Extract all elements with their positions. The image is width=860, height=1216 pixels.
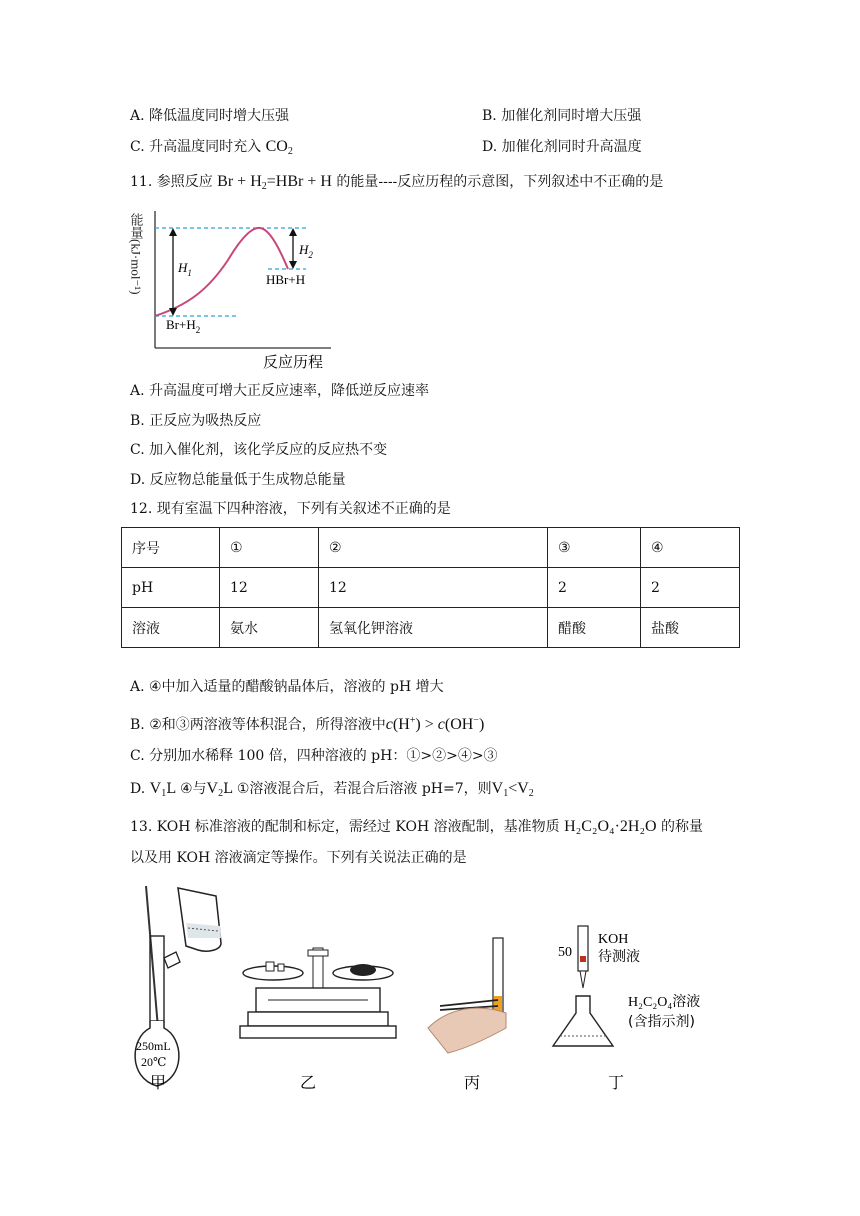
q12-option-c: C. 分别加水稀释 100 倍，四种溶液的 pH：①>②>④>③	[130, 748, 498, 764]
label-yi: 乙	[300, 1073, 317, 1092]
q13-stem-line1: 13. KOH 标准溶液的配制和标定，需经过 KOH 溶液配制，基准物质 H₂C₂O₄·2H₂O 的称量	[130, 818, 704, 835]
q11-option-b: B. 正反应为吸热反应	[130, 413, 262, 429]
table-cell: 12	[220, 568, 319, 608]
svg-text:KOH: KOH	[598, 932, 629, 947]
hand-test-tube	[428, 938, 506, 1053]
table-cell: 盐酸	[641, 608, 740, 648]
q10-option-c: C. 升高温度同时充入 $CO_2$	[130, 138, 293, 157]
q10-option-a: A. 降低温度同时增大压强	[130, 108, 290, 124]
reaction-path-label: 反应历程	[263, 353, 324, 371]
solutions-table	[121, 527, 740, 648]
label-ding: 丁	[608, 1073, 625, 1092]
svg-text:H₂C₂O₄溶液: H₂C₂O₄溶液	[628, 995, 701, 1010]
reactants-label: $Br+H_2$	[166, 317, 201, 335]
q10-option-b: B. 加催化剂同时增大压强	[482, 108, 642, 124]
svg-text:50: 50	[558, 945, 572, 960]
svg-text:(含指示剂): (含指示剂)	[628, 1014, 695, 1030]
table-row	[122, 608, 740, 648]
h2-label: $H_2$	[299, 242, 313, 260]
table-cell: 氨水	[220, 608, 319, 648]
energy-diagram	[128, 205, 338, 375]
q13-stem-line2: 以及用 KOH 溶液滴定等操作。下列有关说法正确的是	[130, 850, 467, 866]
q11-equation: $Br + H_2=HBr + H$	[217, 173, 332, 192]
table-cell: 12	[319, 568, 548, 608]
svg-text:待测液: 待测液	[598, 949, 640, 965]
table-cell: 2	[641, 568, 740, 608]
table-row	[122, 568, 740, 608]
table-cell: 序号	[122, 528, 220, 568]
table-cell: ④	[641, 528, 740, 568]
svg-text:20℃: 20℃	[141, 1055, 167, 1069]
table-cell: pH	[122, 568, 220, 608]
burette-titration	[553, 926, 700, 1046]
apparatus-figure	[128, 878, 748, 1098]
q11-option-c: C. 加入催化剂，该化学反应的反应热不变	[130, 442, 388, 458]
q11-stem: 11. 参照反应 $Br + H_2=HBr + H$ 的能量----反应历程的示意图，下列叙述中不正确的是	[130, 173, 664, 192]
table-cell: 2	[548, 568, 641, 608]
q11-option-a: A. 升高温度可增大正反应速率，降低逆反应速率	[130, 383, 430, 399]
label-jia: 甲	[150, 1073, 167, 1092]
table-cell: 溶液	[122, 608, 220, 648]
table-cell: 醋酸	[548, 608, 641, 648]
q12-option-a: A. ④中加入适量的醋酸钠晶体后，溶液的 pH 增大	[130, 679, 444, 695]
q12-stem: 12. 现有室温下四种溶液，下列有关叙述不正确的是	[130, 501, 451, 517]
energy-axis-label: 能量(kJ·mol⁻¹)	[128, 213, 144, 295]
table-cell: 氢氧化钾溶液	[319, 608, 548, 648]
q12-option-d: D. $V_1L$ ④与$V_2L$ ①溶液混合后，若混合后溶液 pH=7，则$V_1<V_2$	[130, 780, 534, 799]
co2-formula: $CO_2$	[265, 138, 293, 157]
table-cell: ①	[220, 528, 319, 568]
q11-option-d: D. 反应物总能量低于生成物总能量	[130, 472, 346, 488]
table-row	[122, 528, 740, 568]
svg-text:250mL: 250mL	[136, 1039, 171, 1053]
table-cell: ②	[319, 528, 548, 568]
q12-option-b: B. ②和③两溶液等体积混合，所得溶液中c(H+) > c(OH−)	[130, 715, 485, 733]
h1-label: $H_1$	[178, 260, 192, 278]
table-cell: ③	[548, 528, 641, 568]
balance	[240, 948, 396, 1038]
products-label: HBr+H	[266, 272, 306, 287]
label-bing: 丙	[464, 1073, 481, 1092]
q10-option-d: D. 加催化剂同时升高温度	[482, 139, 642, 155]
volumetric-flask-setup	[135, 886, 221, 1086]
